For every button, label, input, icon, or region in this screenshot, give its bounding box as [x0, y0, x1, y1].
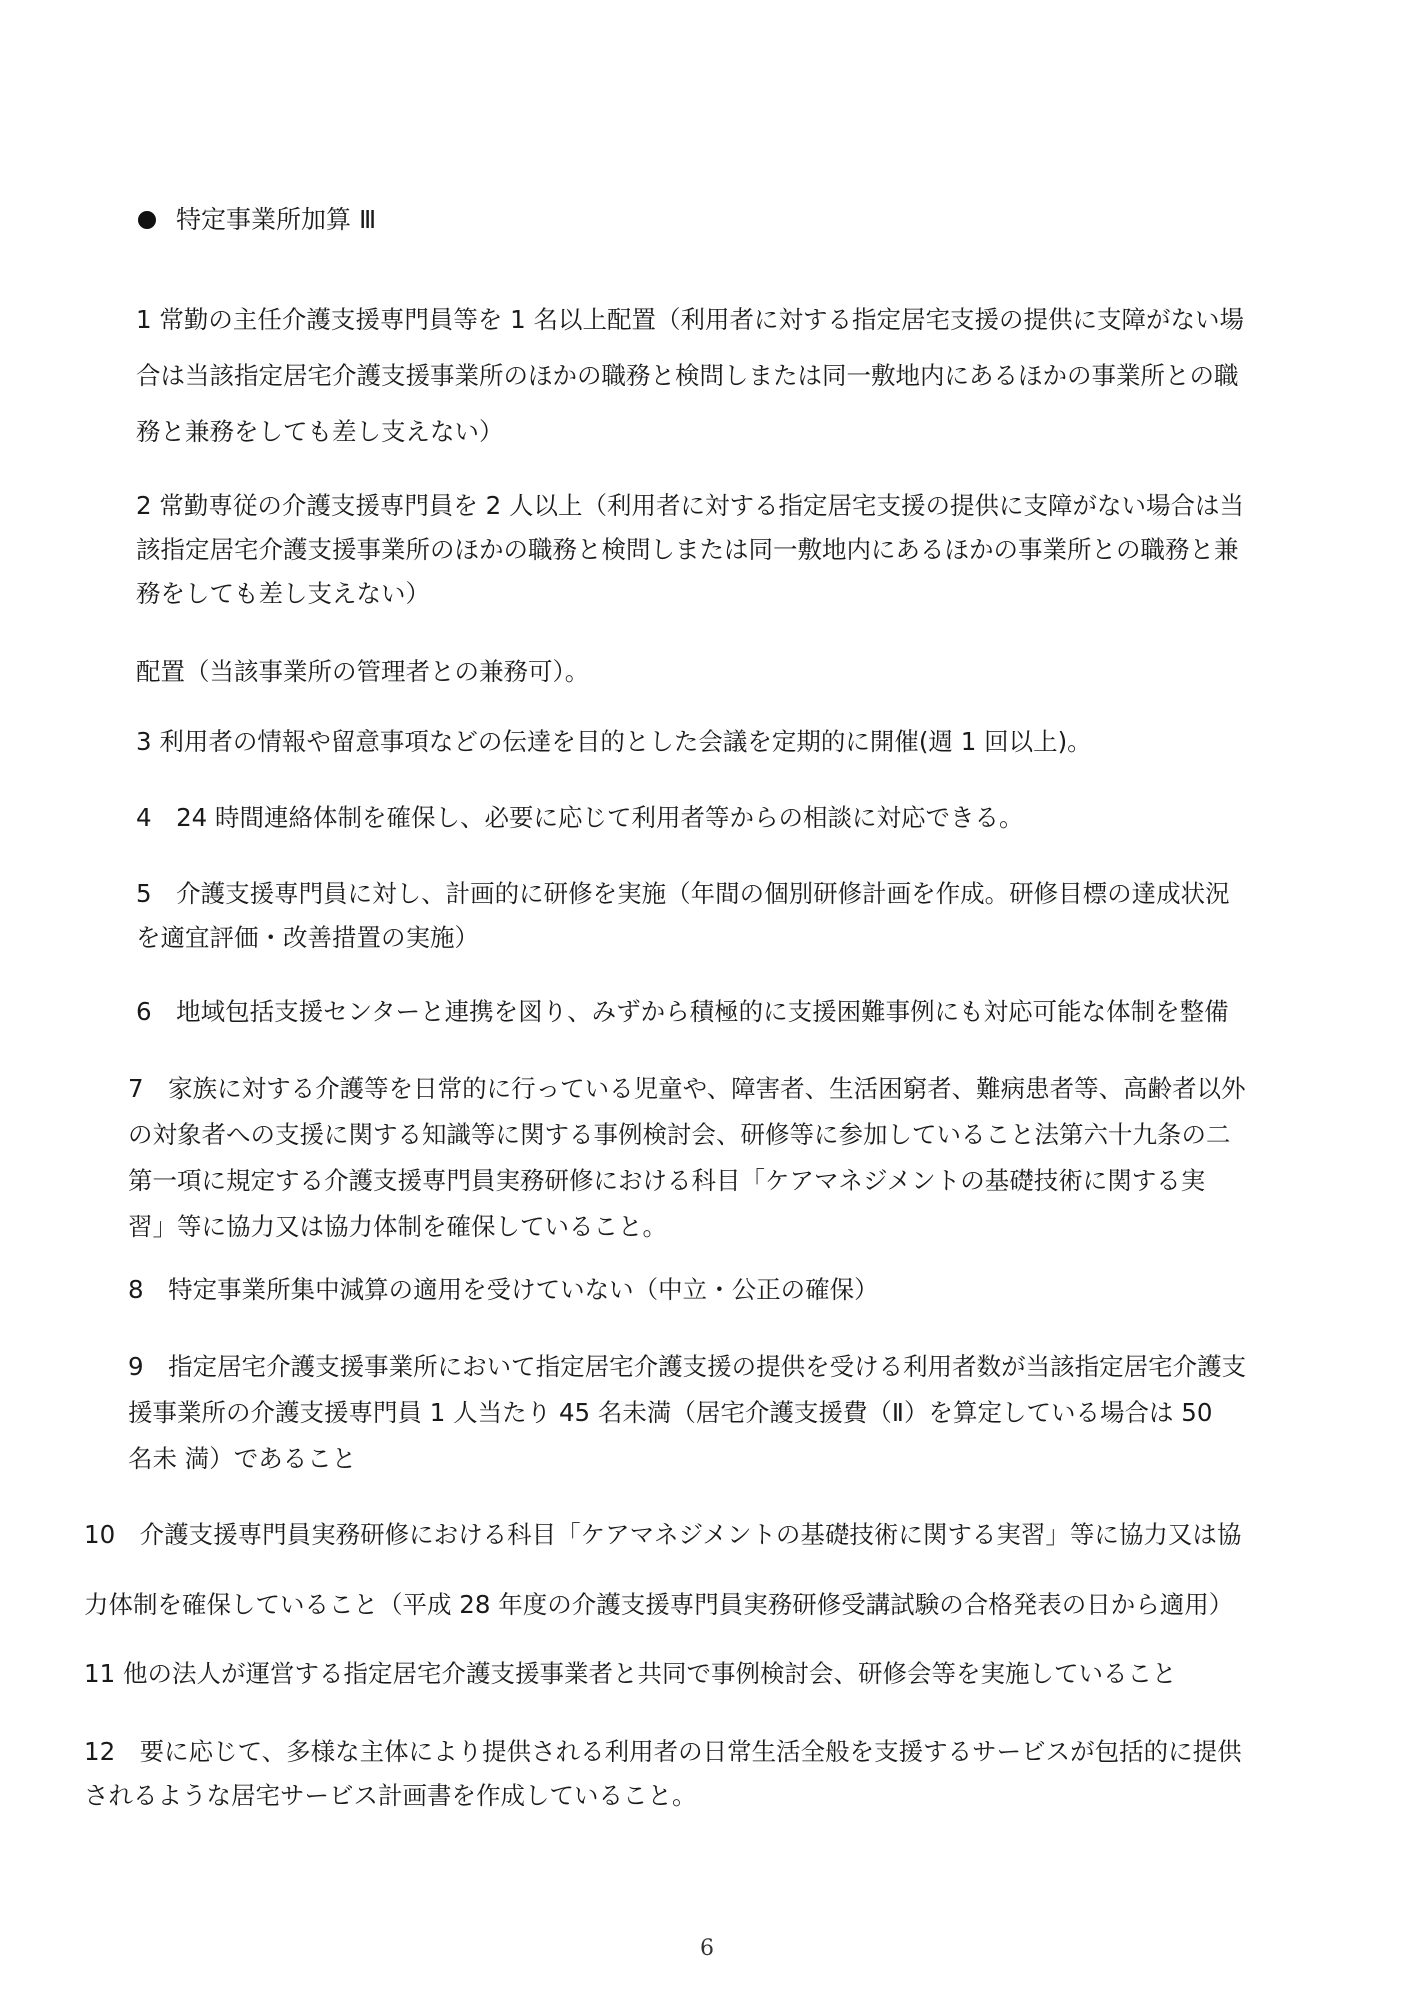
item-line: 12 要に応じて、多様な主体により提供される利用者の日常生活全般を支援するサービスが包括的に提供: [84, 1737, 1242, 1766]
item-line: 3 利用者の情報や留意事項などの伝達を目的とした会議を定期的に開催(週 1 回以上)。: [136, 727, 1092, 756]
item-line: 1 常勤の主任介護支援専門員等を 1 名以上配置（利用者に対する指定居宅支援の提供に支障がない場: [136, 305, 1245, 334]
requirement-item-2: [136, 484, 1244, 616]
item-line: 4 24 時間連絡体制を確保し、必要に応じて利用者等からの相談に対応できる。: [136, 803, 1024, 832]
section-heading-text: 特定事業所加算 Ⅲ: [176, 205, 377, 234]
requirement-item-7: [128, 1066, 1246, 1250]
item-line: 8 特定事業所集中減算の適用を受けていない（中立・公正の確保）: [128, 1275, 879, 1304]
item-line: 習」等に協力又は協力体制を確保していること。: [128, 1212, 667, 1241]
item-line: 7 家族に対する介護等を日常的に行っている児童や、障害者、生活困窮者、難病患者等、高齢者以外: [128, 1074, 1246, 1103]
item-line: 該指定居宅介護支援事業所のほかの職務と検問しまたは同一敷地内にあるほかの事業所との職務と兼: [136, 535, 1239, 564]
page-number: 6: [700, 1936, 714, 1961]
requirement-item-6: [136, 990, 1229, 1034]
requirement-item-3: [136, 720, 1092, 764]
requirement-item-10: [84, 1500, 1241, 1640]
item-line: 第一項に規定する介護支援専門員実務研修における科目「ケアマネジメントの基礎技術に関する実: [128, 1166, 1206, 1195]
requirement-item-12: [84, 1730, 1242, 1818]
bullet-icon: [138, 211, 156, 229]
item-line: 11 他の法人が運営する指定居宅介護支援事業者と共同で事例検討会、研修会等を実施していること: [84, 1659, 1177, 1688]
item-line: 合は当該指定居宅介護支援事業所のほかの職務と検問しまたは同一敷地内にあるほかの事業所との職: [136, 361, 1239, 390]
item-line: 力体制を確保していること（平成 28 年度の介護支援専門員実務研修受講試験の合格発表の日から適用）: [84, 1590, 1234, 1619]
item-line: 9 指定居宅介護支援事業所において指定居宅介護支援の提供を受ける利用者数が当該指定居宅介護支: [128, 1352, 1247, 1381]
item-line: 援事業所の介護支援専門員 1 人当たり 45 名未満（居宅介護支援費（Ⅱ）を算定している場合は 50: [128, 1398, 1213, 1427]
item-line: 務をしても差し支えない）: [136, 579, 430, 608]
requirement-item-9: [128, 1344, 1246, 1482]
section-heading: [138, 200, 376, 240]
requirement-item-4: [136, 796, 1024, 840]
item-line: 配置（当該事業所の管理者との兼務可）。: [136, 657, 590, 686]
item-line: を適宜評価・改善措置の実施）: [136, 923, 479, 952]
item-line: 10 介護支援専門員実務研修における科目「ケアマネジメントの基礎技術に関する実習」等に協力又は協: [84, 1520, 1242, 1549]
item-line: 務と兼務をしても差し支えない）: [136, 417, 504, 446]
item-line: の対象者への支援に関する知識等に関する事例検討会、研修等に参加していること法第六十九条の二: [128, 1120, 1231, 1149]
item-line: 5 介護支援専門員に対し、計画的に研修を実施（年間の個別研修計画を作成。研修目標の達成状況: [136, 879, 1230, 908]
item-line: 6 地域包括支援センターと連携を図り、みずから積極的に支援困難事例にも対応可能な体制を整備: [136, 997, 1229, 1026]
requirement-item-8: [128, 1268, 879, 1312]
requirement-item-11: [84, 1652, 1176, 1696]
item-line: 名未 満）であること: [128, 1444, 357, 1473]
requirement-item-5: [136, 872, 1230, 960]
item-line: されるような居宅サービス計画書を作成していること。: [84, 1781, 697, 1810]
requirement-item-2-note: [136, 650, 589, 694]
item-line: 2 常勤専従の介護支援専門員を 2 人以上（利用者に対する指定居宅支援の提供に支障がない場合は当: [136, 491, 1245, 520]
requirement-item-1: [136, 292, 1244, 460]
